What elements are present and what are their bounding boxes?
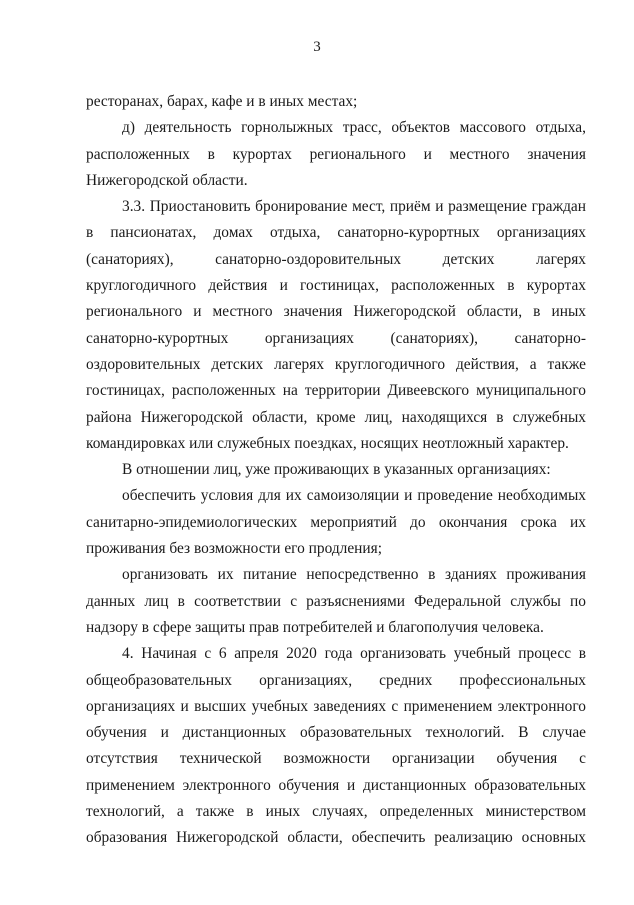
paragraph-residents: В отношении лиц, уже проживающих в указанных организациях: [122,461,551,479]
paragraph-item-d: д) деятельность горнолыжных трасс, объектов массового отдыха, расположенных в курортах регионального и местного значения Нижегородской области. [86,119,586,189]
paragraph-self-isolation: обеспечить условия для их самоизоляции и проведение необходимых санитарно-эпидемиологических мероприятий до окончания срока их проживания без возможности его продления; [86,487,586,558]
page-number: 3 [313,39,321,55]
paragraph-meals: организовать их питание непосредственно в зданиях проживания данных лиц в соответствии с разъяснениями Федеральной службы по надзору в сфере защиты прав потребителей и благополучия человека. [86,566,586,636]
paragraph-3-3: 3.3. Приостановить бронирование мест, приём и размещение граждан в пансионатах, домах отдыха, санаторно-курортных организациях (санаториях), санаторно-оздоровительных детских лагерях круглогодичного действия и гостиницах, расположенных в курортах регионального и местного значения Нижегородской области, в иных санаторно-курортных организациях (санаториях), санаторно-оздоровительных детских лагерях круглогодичного действия, а также гостиницах, расположенных на территории Дивеевского муниципального района Нижегородской области, кроме лиц, находящихся в служебных командировках или служебных поездках, носящих неотложный характер. [86,198,586,452]
document-body [86,89,586,852]
paragraph-4: 4. Начиная с 6 апреля 2020 года организовать учебный процесс в общеобразовательных организациях, средних профессиональных организациях и высших учебных заведениях с применением электронного обучения и дистанционных образовательных технологий. В случае отсутствия технической возможности организации обучения с применением электронного обучения и дистанционных образовательных технологий, а также в иных случаях, определенных министерством образования Нижегородской области, обеспечить реализацию основных [86,645,586,847]
paragraph-continuation: ресторанах, барах, кафе и в иных местах; [86,93,358,110]
